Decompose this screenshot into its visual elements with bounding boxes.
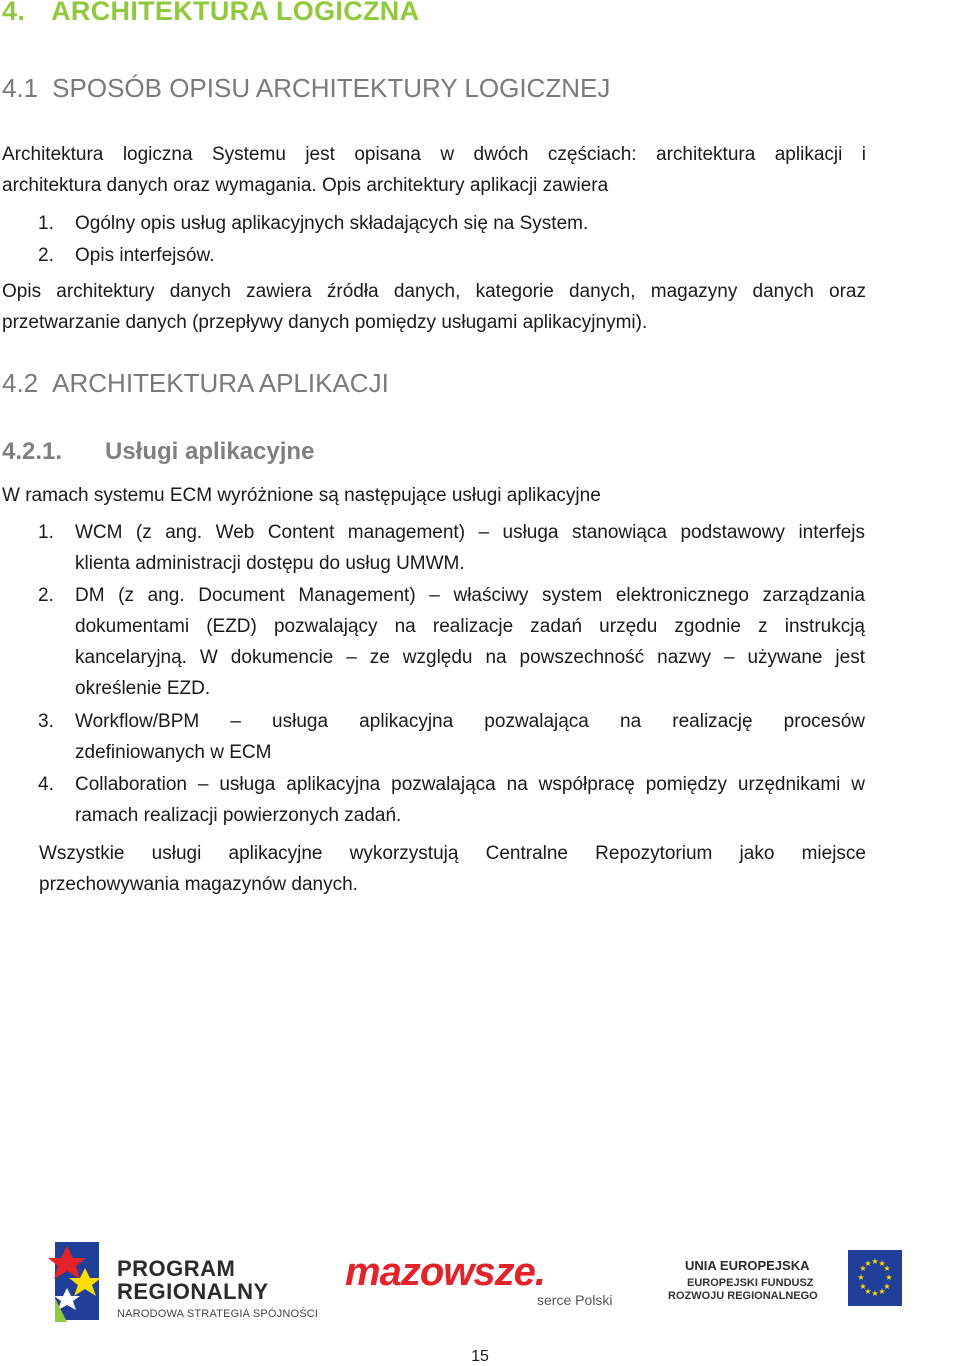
list-item xyxy=(38,517,866,579)
svg-text:★: ★ xyxy=(864,1259,872,1268)
eu-line: UNIA EUROPEJSKA xyxy=(685,1258,810,1273)
intro-line: architektura danych oraz wymagania. Opis architektury aplikacji zawiera xyxy=(2,175,609,196)
intro-line: Architektura logiczna Systemu jest opisana w dwóch częściach: architektura aplikacji i xyxy=(2,144,866,165)
list-number: 4. xyxy=(38,774,54,795)
mazowsze-tagline: serce Polski xyxy=(537,1292,613,1308)
eu-logo xyxy=(668,1250,908,1310)
list-number: 3. xyxy=(38,711,54,732)
section-title: SPOSÓB OPISU ARCHITEKTURY LOGICZNEJ xyxy=(52,73,611,103)
program-line: REGIONALNY xyxy=(117,1279,269,1304)
list-text xyxy=(75,580,865,704)
paragraph-line: Wszystkie usługi aplikacyjne wykorzystują Centralne Repozytorium jako miejsce xyxy=(39,843,866,864)
svg-text:★: ★ xyxy=(859,1264,867,1273)
list-text: Opis interfejsów. xyxy=(75,245,215,266)
list-number: 2. xyxy=(38,245,54,266)
list-item xyxy=(38,208,866,239)
list-line: dokumentami (EZD) pozwalający na realizacje zadań urzędu zgodnie z instrukcją xyxy=(75,616,865,637)
program-regionalny-logo xyxy=(45,1238,319,1328)
list-item xyxy=(38,706,866,768)
list-line: WCM (z ang. Web Content management) – usługa stanowiąca podstawowy interfejs xyxy=(75,522,865,543)
list-text: Ogólny opis usług aplikacyjnych składających się na System. xyxy=(75,213,589,234)
paragraph-line: Opis architektury danych zawiera źródła danych, kategorie danych, magazyny danych oraz xyxy=(2,281,866,302)
list-item xyxy=(38,580,866,704)
svg-text:★: ★ xyxy=(871,1257,879,1266)
subsection-heading-4-2-1 xyxy=(2,438,314,466)
program-regionalny-emblem-icon xyxy=(45,1238,111,1324)
list-item xyxy=(38,769,866,831)
program-tagline: NARODOWA STRATEGIA SPÓJNOŚCI xyxy=(117,1308,319,1320)
list-text xyxy=(75,517,865,579)
paragraph-line: W ramach systemu ECM wyróżnione są następujące usługi aplikacyjne xyxy=(2,485,601,506)
list-line: zdefiniowanych w ECM xyxy=(75,742,272,763)
subsection-title: Usługi aplikacyjne xyxy=(105,438,315,465)
section-heading-4-2 xyxy=(2,368,389,399)
section-number: 4.1 xyxy=(2,73,39,103)
paragraph-line: przetwarzanie danych (przepływy danych pomiędzy usługami aplikacyjnymi). xyxy=(2,312,648,333)
section-number: 4.2 xyxy=(2,368,39,398)
chapter-number: 4. xyxy=(2,0,26,26)
list-number: 2. xyxy=(38,585,54,606)
svg-text:★: ★ xyxy=(883,1282,891,1291)
mazowsze-logo xyxy=(345,1248,625,1328)
svg-text:★: ★ xyxy=(878,1287,886,1296)
list-line: klienta administracji dostępu do usług UMWM. xyxy=(75,553,465,574)
svg-text:★: ★ xyxy=(857,1273,865,1282)
svg-text:★: ★ xyxy=(859,1282,867,1291)
svg-text:★: ★ xyxy=(885,1273,893,1282)
services-intro xyxy=(2,480,866,511)
list-line: ramach realizacji powierzonych zadań. xyxy=(75,805,402,826)
svg-text:★: ★ xyxy=(864,1287,872,1296)
svg-text:★: ★ xyxy=(878,1259,886,1268)
intro-paragraph xyxy=(2,139,866,201)
paragraph-line: przechowywania magazynów danych. xyxy=(39,874,358,895)
list-item xyxy=(38,240,866,271)
list-text xyxy=(75,706,865,768)
svg-text:★: ★ xyxy=(871,1289,879,1298)
list-number: 1. xyxy=(38,522,54,543)
list-line: Workflow/BPM – usługa aplikacyjna pozwalająca na realizację procesów xyxy=(75,711,865,732)
svg-text:★: ★ xyxy=(883,1264,891,1273)
list-line: DM (z ang. Document Management) – właściwy system elektronicznego zarządzania xyxy=(75,585,865,606)
closing-paragraph xyxy=(39,838,866,900)
list-number: 1. xyxy=(38,213,54,234)
page-number: 15 xyxy=(471,1348,489,1365)
eu-line: ROZWOJU REGIONALNEGO xyxy=(668,1290,818,1302)
section-heading-4-1 xyxy=(2,73,610,104)
list-line: kancelaryjną. W dokumencie – ze względu na powszechność nazwy – używane jest xyxy=(75,647,865,668)
subsection-number: 4.2.1. xyxy=(2,438,63,465)
section-title: ARCHITEKTURA APLIKACJI xyxy=(52,368,389,398)
footer-logos xyxy=(0,1230,960,1330)
list-line: Collaboration – usługa aplikacyjna pozwalająca na współpracę pomiędzy urzędnikami w xyxy=(75,774,865,795)
chapter-title: ARCHITEKTURA LOGICZNA xyxy=(51,0,420,26)
list-text xyxy=(75,769,865,831)
list-line: określenie EZD. xyxy=(75,678,211,699)
eu-line: EUROPEJSKI FUNDUSZ xyxy=(687,1277,814,1289)
chapter-heading xyxy=(2,0,419,27)
eu-flag-icon xyxy=(848,1250,902,1306)
data-architecture-paragraph xyxy=(2,276,866,338)
program-line: PROGRAM xyxy=(117,1256,236,1281)
mazowsze-wordmark: mazowsze. xyxy=(345,1250,545,1294)
